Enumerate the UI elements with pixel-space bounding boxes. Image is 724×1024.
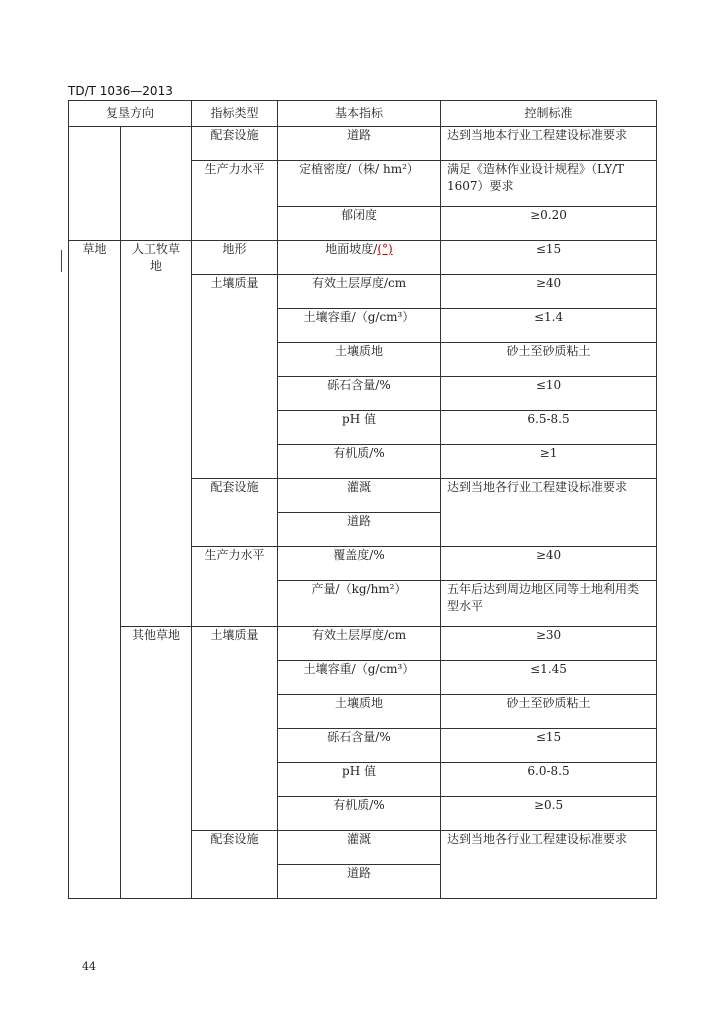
indicator-cell: 覆盖度/%: [278, 547, 441, 581]
indicator-cell: 砾石含量/%: [278, 377, 441, 411]
other-grassland-cell: 其他草地: [121, 627, 192, 899]
indicator-cell: 产量/（kg/hm²）: [278, 581, 441, 627]
indicator-cell: 灌溉: [278, 479, 441, 513]
standard-cell: ≤10: [441, 377, 657, 411]
standard-cell: ≤1.45: [441, 661, 657, 695]
indicator-cell: [278, 241, 441, 275]
indicator-cell: 土壤容重/（g/cm³）: [278, 661, 441, 695]
indicator-cell: 土壤质地: [278, 695, 441, 729]
indicator-cell: pH 值: [278, 411, 441, 445]
standard-cell: 6.5-8.5: [441, 411, 657, 445]
standard-code: TD/T 1036—2013: [68, 84, 173, 98]
indicator-type-cell: 配套设施: [192, 127, 278, 161]
standard-cell: 达到当地各行业工程建设标准要求: [441, 831, 657, 899]
standard-cell: 满足《造林作业设计规程》（LY/T 1607）要求: [441, 161, 657, 207]
table-row: [69, 241, 657, 275]
indicator-type-cell: 地形: [192, 241, 278, 275]
indicator-cell: 郁闭度: [278, 207, 441, 241]
standard-cell: ≥40: [441, 275, 657, 309]
standard-cell: 6.0-8.5: [441, 763, 657, 797]
header-control-standard: 控制标准: [441, 101, 657, 127]
indicator-cell: 有效土层厚度/cm: [278, 627, 441, 661]
header-reclamation-direction: 复垦方向: [69, 101, 192, 127]
indicator-cell: pH 值: [278, 763, 441, 797]
indicator-cell: 土壤质地: [278, 343, 441, 377]
header-indicator-type: 指标类型: [192, 101, 278, 127]
indicator-type-cell: 土壤质量: [192, 275, 278, 479]
standard-cell: ≥30: [441, 627, 657, 661]
standard-cell: ≥1: [441, 445, 657, 479]
indicator-cell: 土壤容重/（g/cm³）: [278, 309, 441, 343]
land-reclamation-standards-table: [68, 100, 657, 899]
table-row: [69, 127, 657, 161]
artificial-pasture-cell: 人工牧草地: [121, 241, 192, 627]
standard-cell: ≤15: [441, 729, 657, 763]
margin-change-bar: [61, 250, 62, 272]
indicator-type-cell: 生产力水平: [192, 161, 278, 241]
indicator-type-cell: 配套设施: [192, 831, 278, 899]
indicator-cell: 有机质/%: [278, 797, 441, 831]
indicator-cell: 有机质/%: [278, 445, 441, 479]
grassland-direction-cell: 草地: [69, 241, 121, 899]
indicator-cell: 道路: [278, 127, 441, 161]
standard-cell: ≥0.20: [441, 207, 657, 241]
direction-cell-continued: [69, 127, 121, 241]
slope-indicator-text: 地面坡度/: [325, 242, 378, 256]
indicator-type-cell: 配套设施: [192, 479, 278, 547]
standard-cell: 达到当地各行业工程建设标准要求: [441, 479, 657, 547]
slope-unit-revision: (°): [377, 242, 393, 256]
indicator-cell: 砾石含量/%: [278, 729, 441, 763]
standard-cell: 砂土至砂质粘土: [441, 343, 657, 377]
indicator-type-cell: 土壤质量: [192, 627, 278, 831]
indicator-cell: 灌溉: [278, 831, 441, 865]
indicator-cell: 定植密度/（株/ hm²）: [278, 161, 441, 207]
table-row: [69, 627, 657, 661]
indicator-type-cell: 生产力水平: [192, 547, 278, 627]
standard-cell: ≤15: [441, 241, 657, 275]
indicator-cell: 道路: [278, 513, 441, 547]
standard-cell: ≤1.4: [441, 309, 657, 343]
standard-cell: 砂土至砂质粘土: [441, 695, 657, 729]
indicator-cell: 道路: [278, 865, 441, 899]
standard-cell: ≥40: [441, 547, 657, 581]
table-header-row: [69, 101, 657, 127]
standard-cell: ≥0.5: [441, 797, 657, 831]
subdirection-cell-continued: [121, 127, 192, 241]
standard-cell: 达到当地本行业工程建设标准要求: [441, 127, 657, 161]
page-number: 44: [82, 960, 96, 973]
header-basic-indicator: 基本指标: [278, 101, 441, 127]
standard-cell: 五年后达到周边地区同等土地利用类型水平: [441, 581, 657, 627]
indicator-cell: 有效土层厚度/cm: [278, 275, 441, 309]
